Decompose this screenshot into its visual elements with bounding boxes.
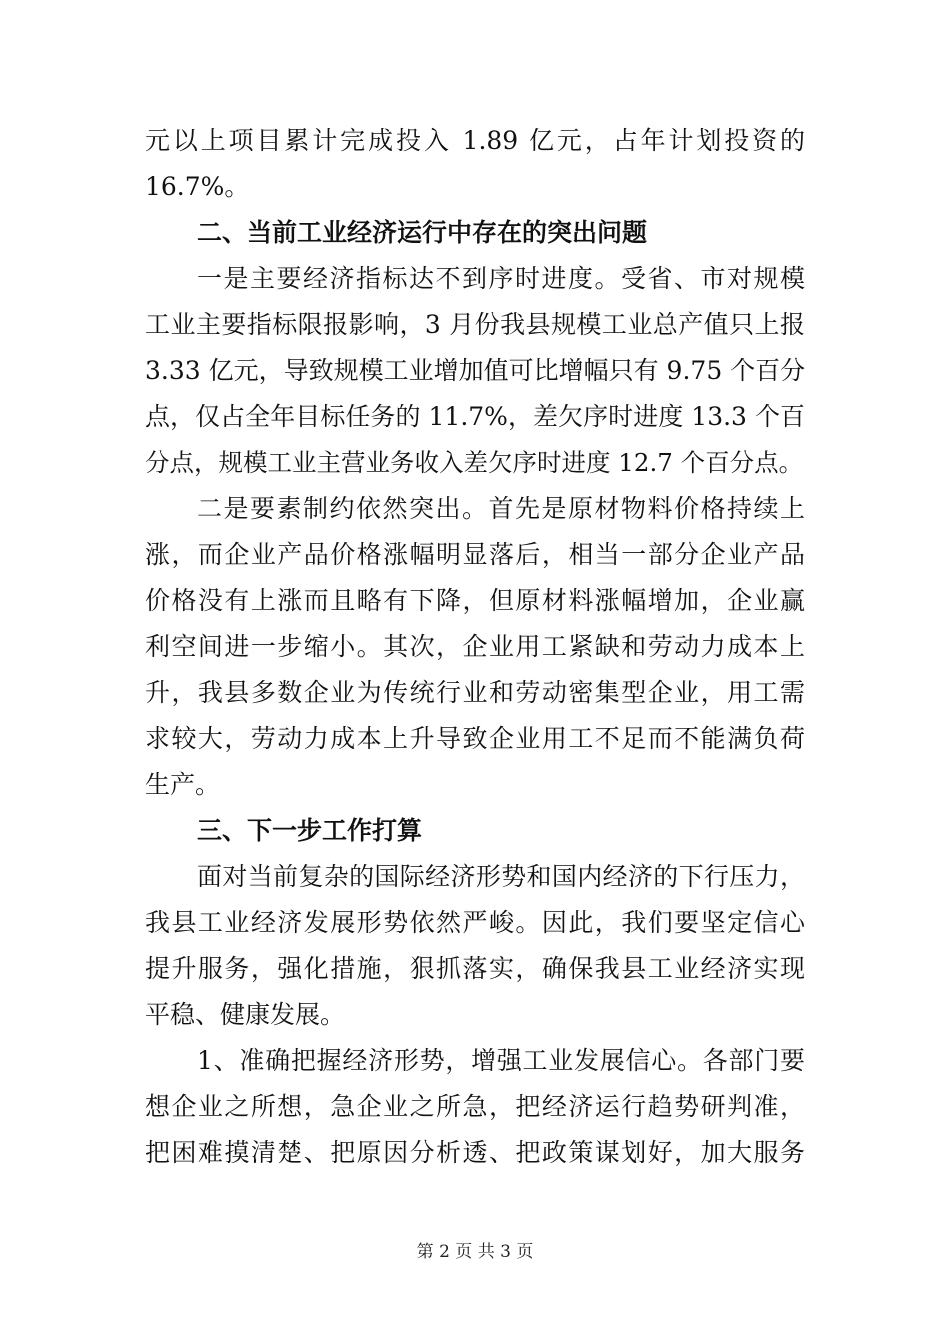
paragraph-line: 我县工业经济发展形势依然严峻。因此，我们要坚定信心 [145,908,805,937]
paragraph-line: 1、准确把握经济形势，增强工业发展信心。各部门要 [197,1046,805,1075]
paragraph-line: 分点，规模工业主营业务收入差欠序时进度 12.7 个百分点。 [145,448,804,477]
paragraph-line: 生产。 [145,770,221,799]
paragraph-line: 升，我县多数企业为传统行业和劳动密集型企业，用工需 [145,678,805,707]
paragraph-line: 平稳、健康发展。 [145,1000,346,1029]
section-heading-2: 二、当前工业经济运行中存在的突出问题 [197,218,648,247]
page-number-footer: 第 2 页 共 3 页 [416,1242,534,1262]
paragraph-line: 面对当前复杂的国际经济形势和国内经济的下行压力， [197,862,805,891]
section-heading-3: 三、下一步工作打算 [197,816,423,845]
paragraph-line: 想企业之所想，急企业之所急，把经济运行趋势研判准， [145,1092,805,1121]
paragraph-line: 涨，而企业产品价格涨幅明显落后，相当一部分企业产品 [145,540,805,569]
paragraph-line: 16.7%。 [145,172,250,201]
paragraph-line: 价格没有上涨而且略有下降，但原材料涨幅增加，企业赢 [145,586,805,615]
paragraph-line: 3.33 亿元，导致规模工业增加值可比增幅只有 9.75 个百分 [145,356,806,385]
paragraph-line: 点，仅占全年目标任务的 11.7%，差欠序时进度 13.3 个百 [145,402,805,431]
paragraph-line: 工业主要指标限报影响，3 月份我县规模工业总产值只上报 [145,310,805,339]
paragraph-line: 提升服务，强化措施，狠抓落实，确保我县工业经济实现 [145,954,805,983]
paragraph-line: 二是要素制约依然突出。首先是原材物料价格持续上 [197,494,805,523]
paragraph-line: 利空间进一步缩小。其次，企业用工紧缺和劳动力成本上 [145,632,805,661]
paragraph-line: 一是主要经济指标达不到序时进度。受省、市对规模 [197,264,805,293]
paragraph-line: 求较大，劳动力成本上升导致企业用工不足而不能满负荷 [145,724,805,753]
paragraph-line: 元以上项目累计完成投入 1.89 亿元，占年计划投资的 [145,126,805,155]
paragraph-line: 把困难摸清楚、把原因分析透、把政策谋划好，加大服务 [145,1138,805,1167]
